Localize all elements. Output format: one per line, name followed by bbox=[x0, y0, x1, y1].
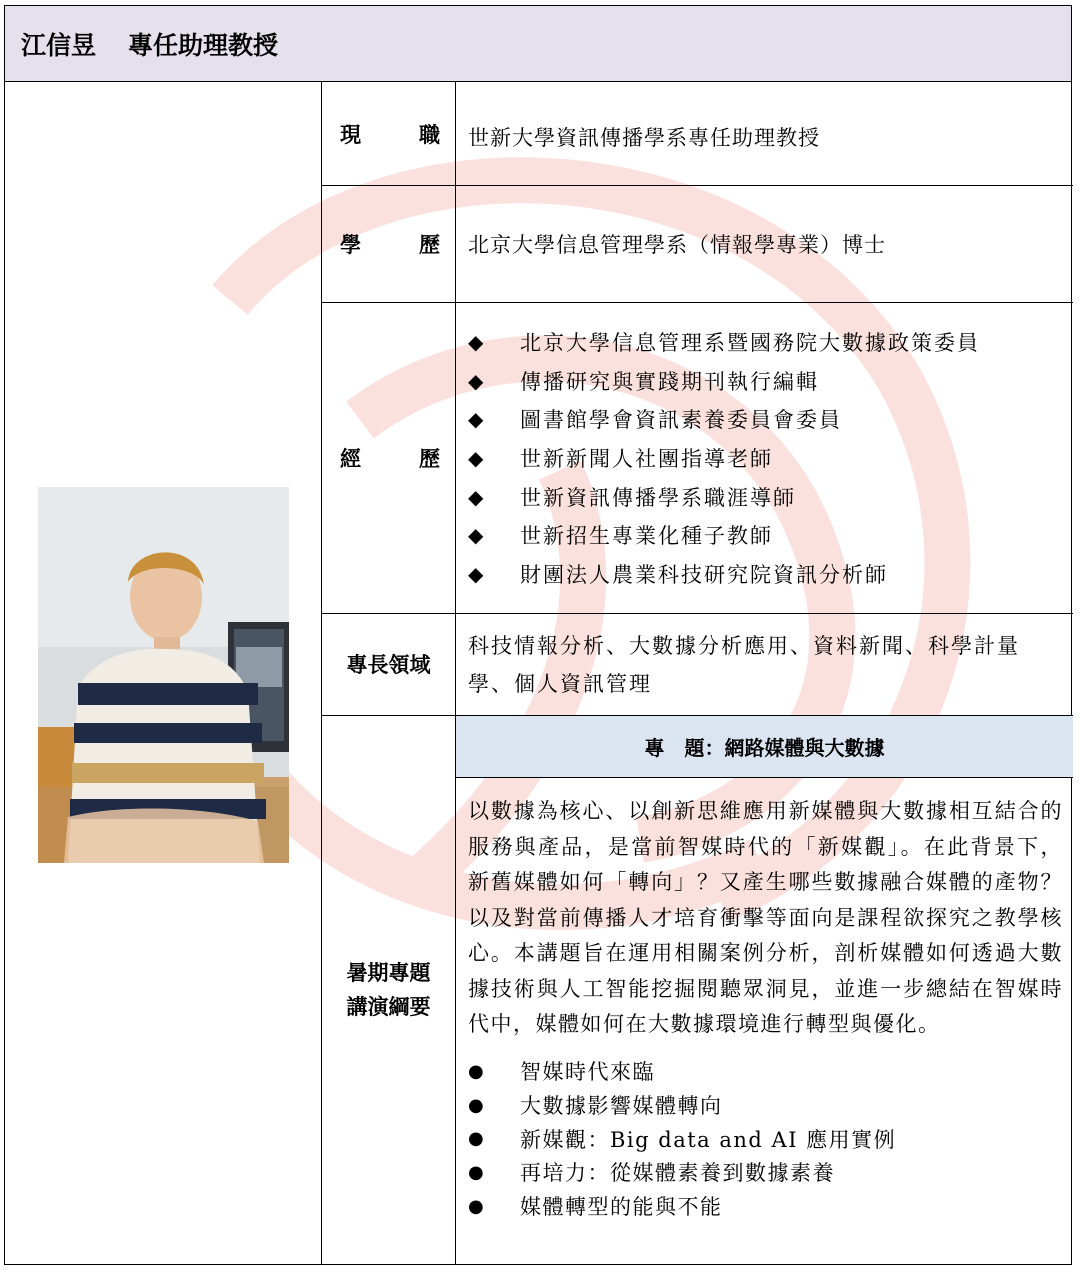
list-item bbox=[468, 1189, 1063, 1223]
profile-header bbox=[5, 6, 1071, 82]
portrait-photo bbox=[38, 487, 289, 863]
row-expertise bbox=[322, 614, 1073, 716]
list-item bbox=[468, 1088, 1063, 1122]
diamond-bullet-icon: ◆ bbox=[468, 330, 486, 355]
profile-table bbox=[4, 5, 1072, 1265]
experience-list bbox=[468, 323, 980, 593]
list-item bbox=[468, 516, 980, 555]
list-item-text: 再培力：從媒體素養到數據素養 bbox=[520, 1161, 835, 1186]
diamond-bullet-icon: ◆ bbox=[468, 484, 486, 509]
list-item-text: 世新新聞人社團指導老師 bbox=[520, 447, 773, 472]
label-lecture bbox=[322, 716, 456, 1264]
diamond-bullet-icon: ◆ bbox=[468, 368, 486, 393]
list-item bbox=[468, 555, 980, 594]
list-item bbox=[468, 1055, 1063, 1089]
expertise-value: 科技情報分析、大數據分析應用、資料新聞、科學計量學、個人資訊管理 bbox=[468, 633, 1020, 696]
list-item-text: 媒體轉型的能與不能 bbox=[520, 1195, 723, 1220]
label-current-position bbox=[322, 82, 456, 185]
row-current-position bbox=[322, 82, 1073, 186]
experience-list-container bbox=[456, 303, 1073, 613]
topic-prefix: 專 題： bbox=[644, 736, 725, 760]
label-education bbox=[322, 186, 456, 302]
list-item bbox=[468, 1156, 1063, 1190]
label-char-a: 學 bbox=[340, 233, 361, 257]
list-item-text: 北京大學信息管理系暨國務院大數據政策委員 bbox=[520, 331, 980, 356]
row-education bbox=[322, 186, 1073, 303]
list-item-text: 大數據影響媒體轉向 bbox=[520, 1094, 723, 1119]
list-item-text: 財團法人農業科技研究院資訊分析師 bbox=[520, 562, 888, 587]
label-expertise: 專長領域 bbox=[322, 614, 456, 715]
list-item-text: 世新資訊傳播學系職涯導師 bbox=[520, 485, 796, 510]
dot-bullet-icon: ● bbox=[468, 1195, 486, 1217]
diamond-bullet-icon: ◆ bbox=[468, 561, 486, 586]
topic-body bbox=[456, 778, 1073, 1264]
list-item-text: 新媒觀：Big data and AI 應用實例 bbox=[520, 1127, 897, 1152]
row-lecture bbox=[322, 716, 1073, 1264]
lecture-outline-list bbox=[468, 1055, 1063, 1223]
label-line-1: 暑期專題 bbox=[346, 961, 431, 985]
label-char-b: 歷 bbox=[419, 233, 440, 257]
topic-heading bbox=[456, 716, 1073, 778]
label-experience bbox=[322, 303, 456, 613]
dot-bullet-icon: ● bbox=[468, 1060, 486, 1082]
current-position-value: 世新大學資訊傳播學系專任助理教授 bbox=[468, 126, 820, 150]
dot-bullet-icon: ● bbox=[468, 1161, 486, 1183]
label-char-b: 歷 bbox=[419, 447, 440, 471]
list-item-text: 圖書館學會資訊素養委員會委員 bbox=[520, 408, 842, 433]
list-item bbox=[468, 477, 980, 516]
diamond-bullet-icon: ◆ bbox=[468, 446, 486, 471]
lecture-summary: 以數據為核心、以創新思維應用新媒體與大數據相互結合的服務與產品，是當前智媒時代的「新媒觀」。在此背景下，新舊媒體如何「轉向」？又產生哪些數據融合媒體的產物？以及對當前傳播人才培育衝擊等面向是課程欲探究之教學核心。本講題旨在運用相關案例分析，剖析媒體如何透過大數據技術與人工智能挖掘閱聽眾洞見，並進一步總結在智媒時代中，媒體如何在大數據環境進行轉型與優化。 bbox=[468, 799, 1063, 1036]
list-item-text: 智媒時代來臨 bbox=[520, 1060, 655, 1085]
label-char-a: 經 bbox=[340, 447, 361, 471]
photo-column bbox=[5, 82, 322, 1264]
label-char-a: 現 bbox=[340, 122, 361, 147]
list-item bbox=[468, 400, 980, 439]
diamond-bullet-icon: ◆ bbox=[468, 407, 486, 432]
topic-title: 網路媒體與大數據 bbox=[724, 736, 885, 760]
diamond-bullet-icon: ◆ bbox=[468, 523, 486, 548]
person-title: 專任助理教授 bbox=[128, 30, 279, 60]
list-item bbox=[468, 1122, 1063, 1156]
list-item bbox=[468, 439, 980, 478]
dot-bullet-icon: ● bbox=[468, 1094, 486, 1116]
row-experience bbox=[322, 303, 1073, 614]
person-name: 江信昱 bbox=[21, 30, 97, 60]
dot-bullet-icon: ● bbox=[468, 1128, 486, 1150]
list-item-text: 世新招生專業化種子教師 bbox=[520, 524, 773, 549]
list-item bbox=[468, 362, 980, 401]
label-line-2: 講演綱要 bbox=[346, 995, 431, 1019]
list-item bbox=[468, 323, 980, 362]
label-char-b: 職 bbox=[419, 122, 440, 147]
list-item-text: 傳播研究與實踐期刊執行編輯 bbox=[520, 369, 819, 394]
education-value: 北京大學信息管理學系（情報學專業）博士 bbox=[468, 233, 886, 257]
